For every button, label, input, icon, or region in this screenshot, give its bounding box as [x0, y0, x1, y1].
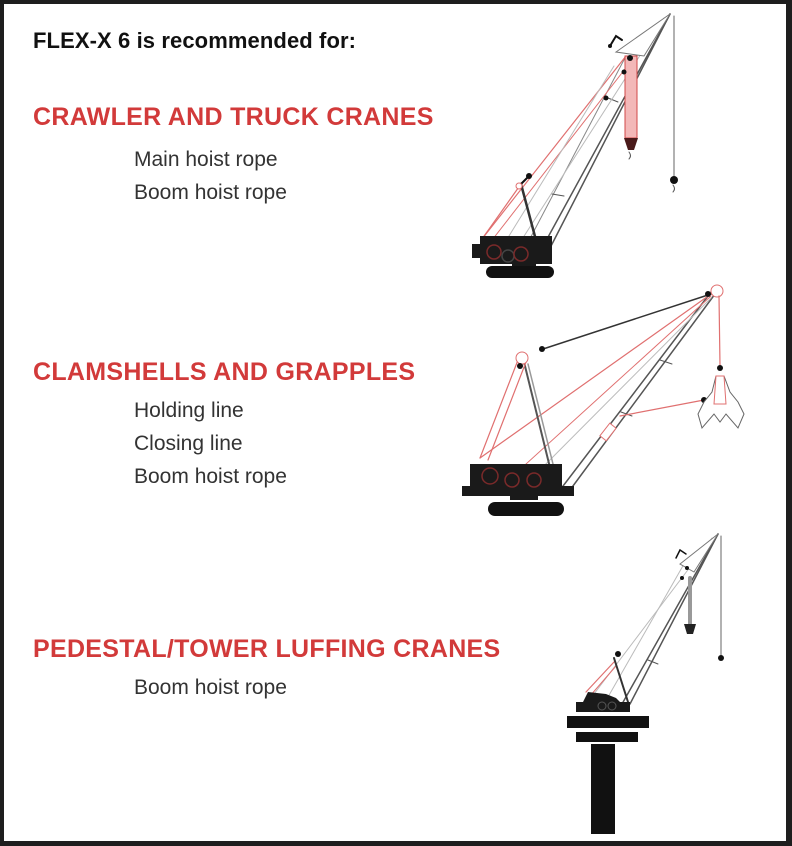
rope-item: Boom hoist rope [134, 181, 287, 204]
section-heading-crawler: CRAWLER AND TRUCK CRANES [33, 103, 434, 131]
pedestal-crane-icon [4, 4, 786, 841]
rope-item: Boom hoist rope [134, 465, 287, 488]
rope-item: Boom hoist rope [134, 676, 287, 699]
rope-item: Holding line [134, 399, 244, 422]
infographic-frame [4, 4, 786, 841]
page-title: FLEX-X 6 is recommended for: [33, 28, 357, 53]
rope-item: Main hoist rope [134, 148, 278, 171]
section-heading-clamshell: CLAMSHELLS AND GRAPPLES [33, 358, 416, 386]
section-heading-pedestal: PEDESTAL/TOWER LUFFING CRANES [33, 635, 501, 663]
rope-item: Closing line [134, 432, 243, 455]
